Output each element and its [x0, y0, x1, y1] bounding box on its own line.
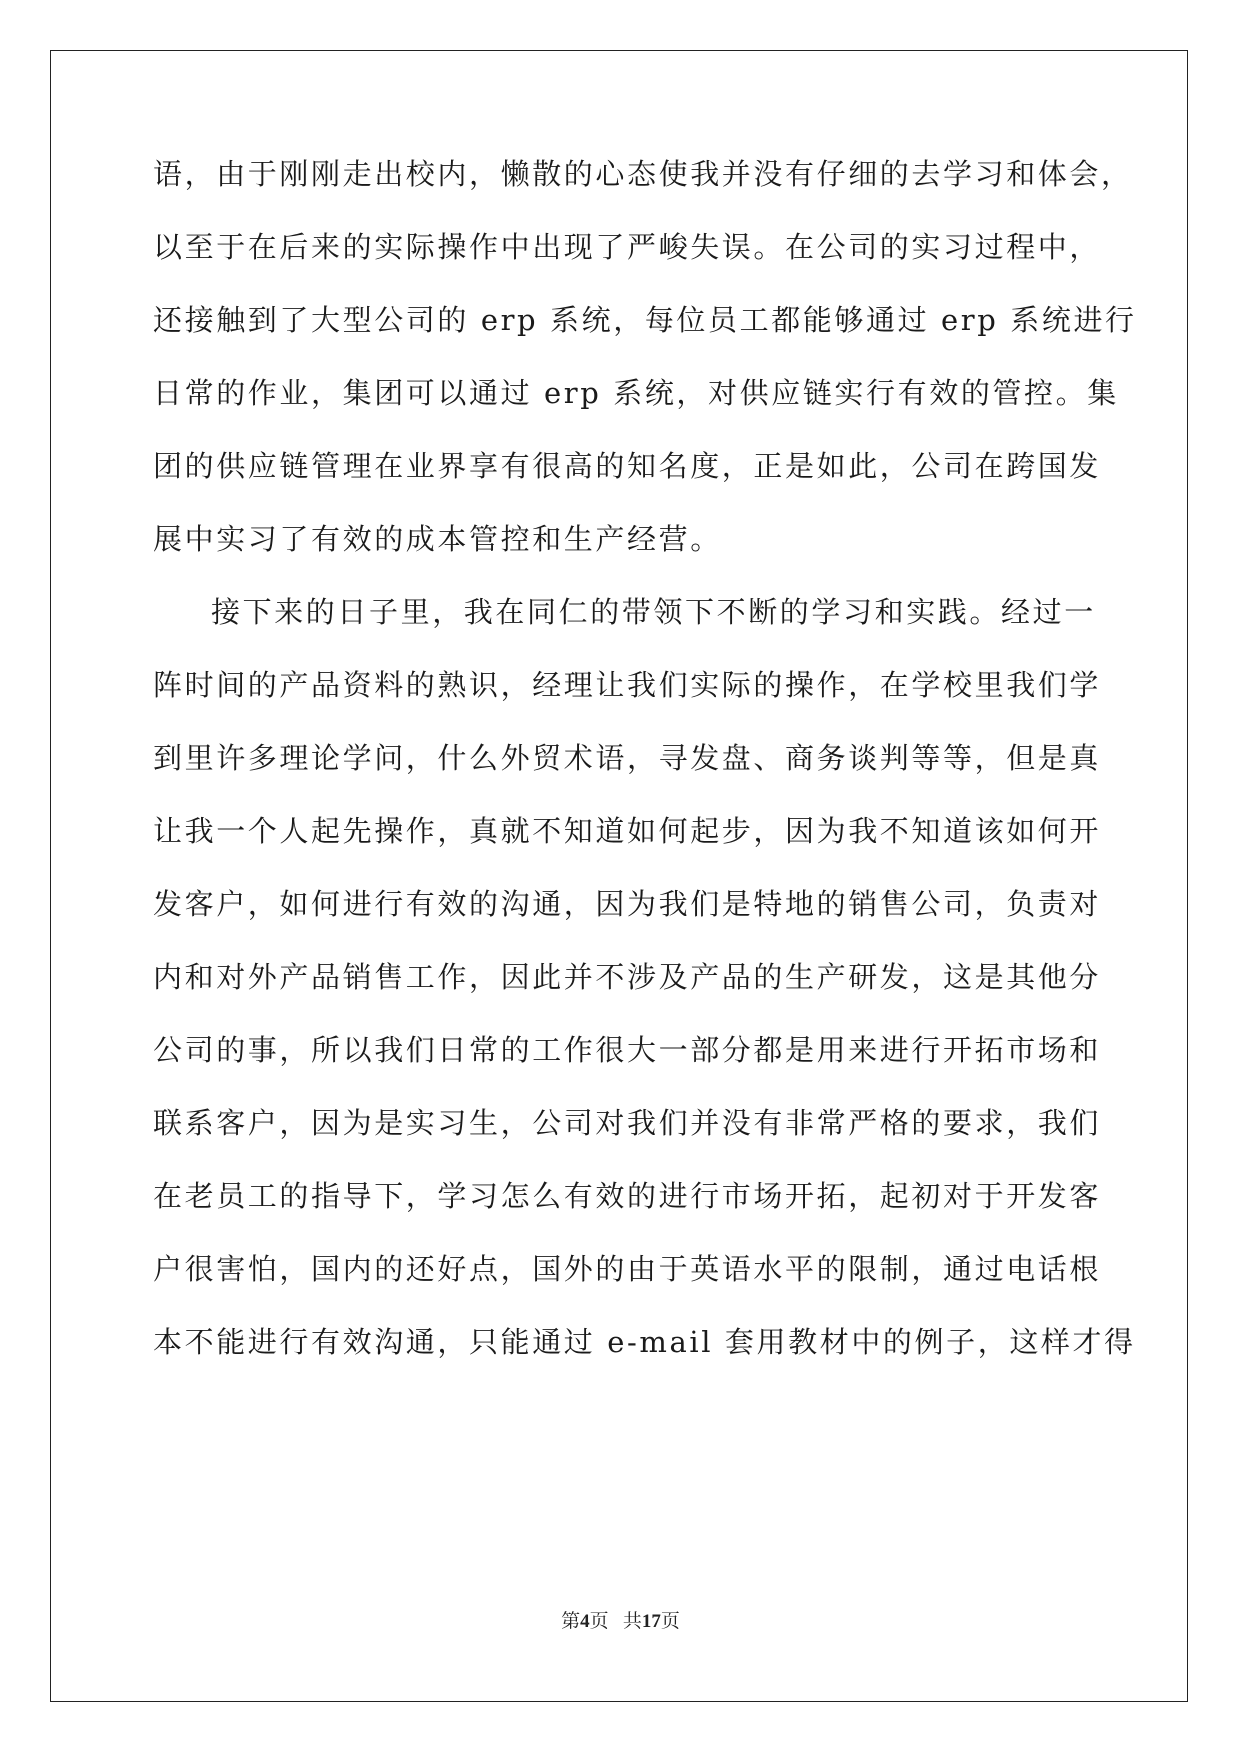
text-line: 内和对外产品销售工作，因此并不涉及产品的生产研发，这是其他分 — [153, 960, 1102, 994]
text-line: 还接触到了大型公司的 erp 系统，每位员工都能够通过 erp 系统进行 — [153, 303, 1137, 337]
page-footer — [0, 1606, 1241, 1633]
text-line: 本不能进行有效沟通，只能通过 e-mail 套用教材中的例子，这样才得 — [153, 1325, 1136, 1359]
page-number: 4 — [580, 1611, 590, 1632]
text-line: 户很害怕，国内的还好点，国外的由于英语水平的限制，通过电话根 — [153, 1252, 1102, 1286]
text-line: 展中实习了有效的成本管控和生产经营。 — [153, 522, 722, 556]
text-line: 阵时间的产品资料的熟识，经理让我们实际的操作，在学校里我们学 — [153, 668, 1102, 702]
text-line: 发客户，如何进行有效的沟通，因为我们是特地的销售公司，负责对 — [153, 887, 1102, 921]
text-line: 在老员工的指导下，学习怎么有效的进行市场开拓，起初对于开发客 — [153, 1179, 1102, 1213]
footer-total-unit: 页 — [660, 1611, 680, 1632]
text-line: 联系客户，因为是实习生，公司对我们并没有非常严格的要求，我们 — [153, 1106, 1102, 1140]
text-line: 到里许多理论学问，什么外贸术语，寻发盘、商务谈判等等，但是真 — [153, 741, 1102, 775]
footer-total-prefix: 共 — [622, 1611, 642, 1632]
total-pages: 17 — [641, 1611, 661, 1632]
page-border — [50, 50, 1188, 1702]
footer-prefix: 第 — [561, 1611, 581, 1632]
text-line: 日常的作业，集团可以通过 erp 系统，对供应链实行有效的管控。集 — [153, 376, 1119, 410]
footer-page-unit: 页 — [589, 1611, 609, 1632]
text-line: 以至于在后来的实际操作中出现了严峻失误。在公司的实习过程中， — [153, 230, 1102, 264]
text-line: 公司的事，所以我们日常的工作很大一部分都是用来进行开拓市场和 — [153, 1033, 1102, 1067]
text-line: 接下来的日子里，我在同仁的带领下不断的学习和实践。经过一 — [211, 595, 1096, 629]
text-line: 团的供应链管理在业界享有很高的知名度，正是如此，公司在跨国发 — [153, 449, 1102, 483]
text-line: 让我一个人起先操作，真就不知道如何起步，因为我不知道该如何开 — [153, 814, 1102, 848]
text-line: 语，由于刚刚走出校内，懒散的心态使我并没有仔细的去学习和体会， — [153, 157, 1133, 191]
